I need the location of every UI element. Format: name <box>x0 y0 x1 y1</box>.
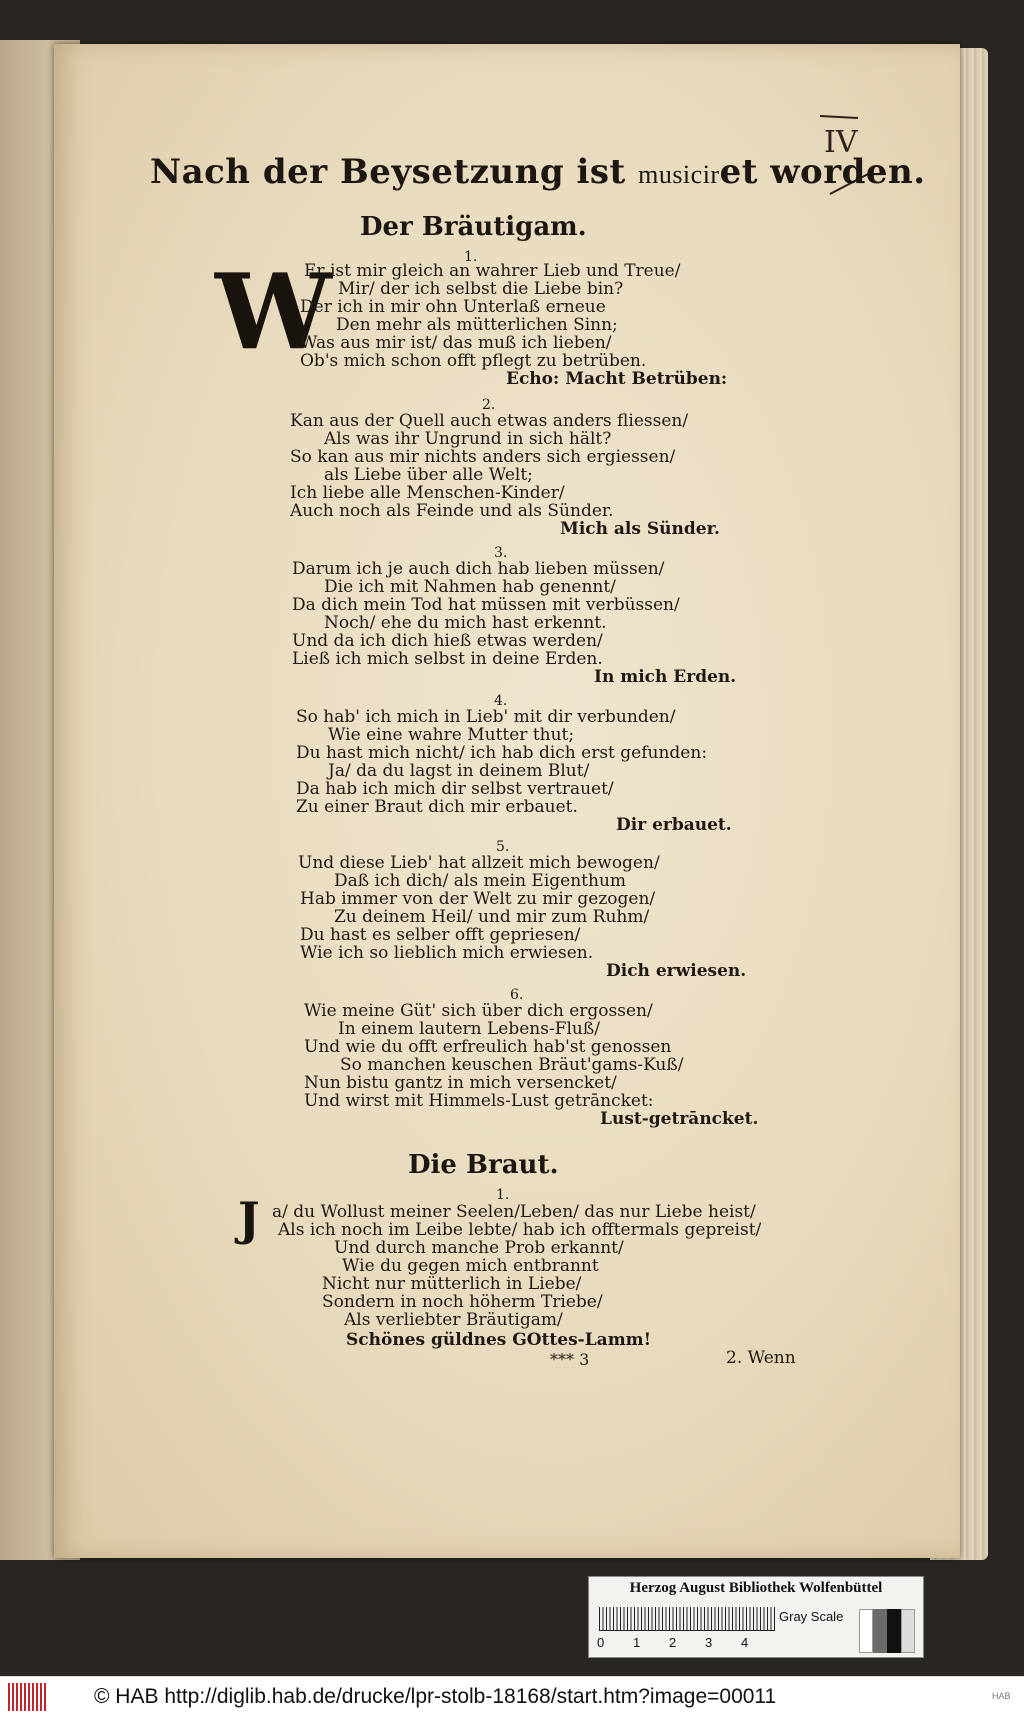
margin-note-text: IV <box>824 125 858 160</box>
verse-line: Wie ich so lieblich mich erwiesen. <box>300 943 594 963</box>
signature-mark: *** 3 <box>550 1350 590 1369</box>
gray-swatch-black <box>887 1609 901 1653</box>
verse-line: Ob's mich schon offt pflegt zu betrüben. <box>300 351 647 371</box>
verse-line: So hab' ich mich in Lieb' mit dir verbunden/ <box>296 707 676 727</box>
footer-url[interactable]: © HAB http://diglib.hab.de/drucke/lpr-stolb-18168/start.htm?image=00011 <box>94 1685 777 1708</box>
echo-refrain: Lust-getrāncket. <box>600 1109 759 1129</box>
verse-line: Kan aus der Quell auch etwas anders fliessen/ <box>290 411 689 431</box>
page-title <box>150 152 926 192</box>
drop-cap-w: W <box>215 250 332 373</box>
verse-line: Mir/ der ich selbst die Liebe bin? <box>338 279 624 299</box>
verse-line: Da hab ich mich dir selbst vertrauet/ <box>296 779 614 799</box>
echo-refrain: Dich erwiesen. <box>606 961 747 981</box>
stanza-number: 4. <box>494 693 508 709</box>
gray-swatch-mid <box>873 1609 887 1653</box>
heading-braut: Die Braut. <box>408 1150 559 1180</box>
gray-scale-label: Gray Scale <box>779 1609 844 1624</box>
verse-line: Den mehr als mütterlichen Sinn; <box>336 315 618 335</box>
ruler-scale <box>599 1607 775 1631</box>
heading-brautigam: Der Bräutigam. <box>360 212 587 242</box>
verse-line: Nicht nur mütterlich in Liebe/ <box>322 1274 582 1294</box>
verse-line: Wie du gegen mich entbrannt <box>342 1256 599 1276</box>
verse-line: Ich liebe alle Menschen-Kinder/ <box>290 483 565 503</box>
stanza-number: 1. <box>496 1187 510 1203</box>
verse-line: Was aus mir ist/ das muß ich lieben/ <box>300 333 612 353</box>
echo-refrain: Echo: Macht Betrüben: <box>506 369 728 389</box>
catchword: 2. Wenn <box>726 1348 796 1368</box>
verse-line: Ließ ich mich selbst in deine Erden. <box>292 649 603 669</box>
verse-line: Schönes güldnes GOttes-Lamm! <box>346 1330 652 1350</box>
verse-line: Und durch manche Prob erkannt/ <box>334 1238 624 1258</box>
title-antiqua: musicir <box>638 160 720 189</box>
verse-line: Und wie du offt erfreulich hab'st genossen <box>304 1037 672 1057</box>
echo-refrain: Dir erbauet. <box>616 815 732 835</box>
verse-line: So kan aus mir nichts anders sich ergiessen/ <box>290 447 676 467</box>
ruler-digit: 1 <box>633 1635 641 1650</box>
verse-line: Nun bistu gantz in mich versencket/ <box>304 1073 617 1093</box>
library-name: Herzog August Bibliothek Wolfenbüttel <box>629 1580 883 1596</box>
verse-line: Und wirst mit Himmels-Lust getrāncket: <box>304 1091 654 1111</box>
verse-line: In einem lautern Lebens-Fluß/ <box>338 1019 600 1039</box>
verse-line: So manchen keuschen Bräut'gams-Kuß/ <box>340 1055 684 1075</box>
ruler-digit: 4 <box>741 1635 749 1650</box>
verse-line: Noch/ ehe du mich hast erkennt. <box>324 613 607 633</box>
verse-line: Daß ich dich/ als mein Eigenthum <box>334 871 627 891</box>
verse-line: Die ich mit Nahmen hab genennt/ <box>324 577 616 597</box>
stanza-number: 6. <box>510 987 524 1003</box>
ruler-digit: 2 <box>669 1635 677 1650</box>
echo-refrain: In mich Erden. <box>594 667 737 687</box>
stanza-number: 3. <box>494 545 508 561</box>
verse-line: Als was ihr Ungrund in sich hält? <box>324 429 612 449</box>
verse-line: Da dich mein Tod hat müssen mit verbüssen/ <box>292 595 680 615</box>
title-end: et worden. <box>719 152 926 192</box>
verse-line: Als ich noch im Leibe lebte/ hab ich offtermals gepreist/ <box>278 1220 762 1240</box>
stanza-number: 2. <box>482 397 496 413</box>
verse-line: Zu einer Braut dich mir erbauet. <box>296 797 578 817</box>
verse-line: Und diese Lieb' hat allzeit mich bewogen/ <box>298 853 660 873</box>
footer-tag: HAB <box>992 1691 1011 1701</box>
verse-line: Darum ich je auch dich hab lieben müssen/ <box>292 559 665 579</box>
gray-swatch-light <box>901 1609 915 1653</box>
footer-bar <box>0 1676 1024 1716</box>
verse-line: Wie eine wahre Mutter thut; <box>328 725 575 745</box>
verse-line: Und da ich dich hieß etwas werden/ <box>292 631 603 651</box>
stanza-number: 1. <box>464 249 478 265</box>
stanza-number: 5. <box>496 839 510 855</box>
verse-line: Als verliebter Bräutigam/ <box>344 1310 563 1330</box>
verse-line: Hab immer von der Welt zu mir gezogen/ <box>300 889 656 909</box>
verse-line: Sondern in noch höherm Triebe/ <box>322 1292 603 1312</box>
gray-swatch-white <box>859 1609 873 1653</box>
hab-logo-icon <box>8 1683 48 1711</box>
title-main: Nach der Beysetzung ist <box>150 152 639 192</box>
drop-cap-j: J <box>238 1192 260 1246</box>
ruler-digit: 0 <box>597 1635 605 1650</box>
verse-line: Der ich in mir ohn Unterlaß erneue <box>300 297 606 317</box>
verse-line: Du hast mich nicht/ ich hab dich erst gefunden: <box>296 743 708 763</box>
color-scale-card <box>588 1576 924 1658</box>
verse-line: Er ist mir gleich an wahrer Lieb und Treue/ <box>304 261 681 281</box>
verse-line: Auch noch als Feinde und als Sünder. <box>290 501 614 521</box>
verse-line: als Liebe über alle Welt; <box>324 465 533 485</box>
verse-line: Wie meine Güt' sich über dich ergossen/ <box>304 1001 653 1021</box>
verse-line: Du hast es selber offt gepriesen/ <box>300 925 581 945</box>
ruler-digit: 3 <box>705 1635 713 1650</box>
verse-line: a/ du Wollust meiner Seelen/Leben/ das nur Liebe heist/ <box>272 1202 756 1222</box>
echo-refrain: Mich als Sünder. <box>560 519 720 539</box>
verse-line: Zu deinem Heil/ und mir zum Ruhm/ <box>334 907 650 927</box>
verse-line: Ja/ da du lagst in deinem Blut/ <box>328 761 590 781</box>
